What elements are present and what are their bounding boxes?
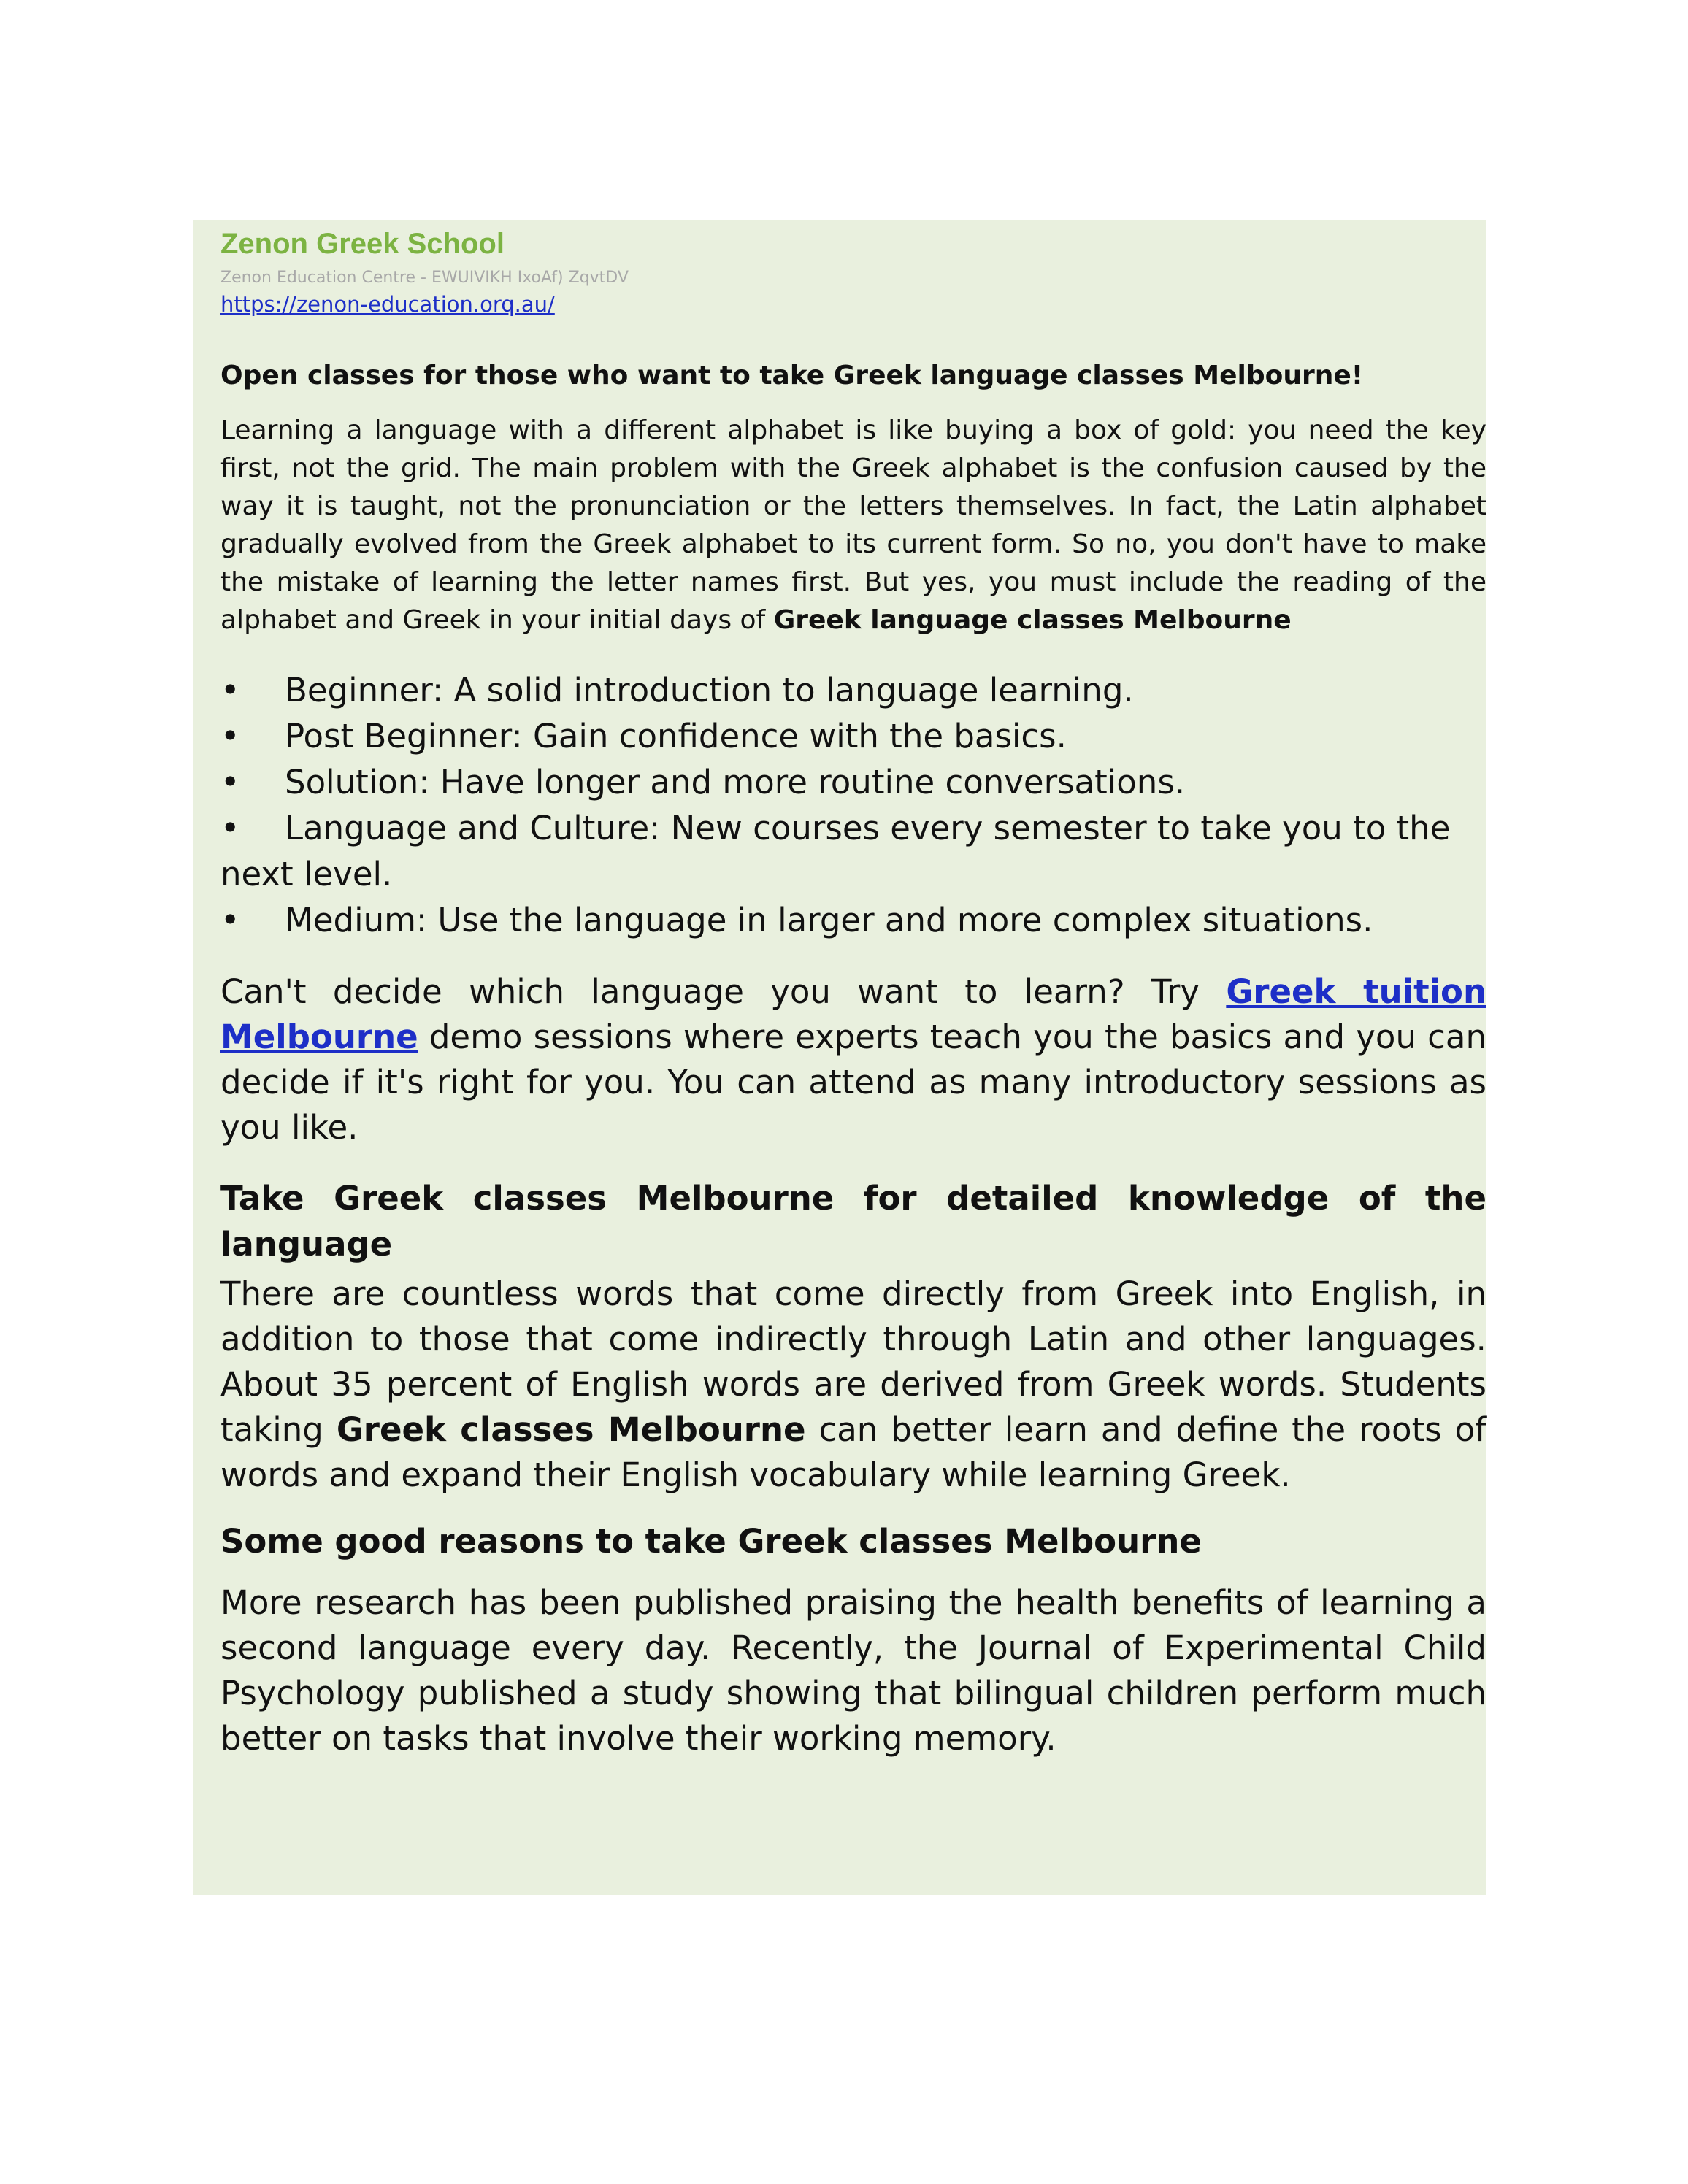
list-item: [220, 897, 1486, 943]
bullet-icon: •: [220, 809, 240, 847]
list-item-text: Beginner: A solid introduction to language learning.: [285, 671, 1134, 710]
greek-tuition-link[interactable]: Greek tuition Melbourne: [220, 972, 1486, 1056]
list-item-text: Language and Culture: New courses every semester to take you to the next level.: [220, 809, 1451, 893]
intro-paragraph: [220, 412, 1486, 639]
bullet-icon: •: [220, 671, 240, 710]
list-item: [220, 805, 1486, 897]
list-item: [220, 759, 1486, 805]
brand-subline: Zenon Education Centre - EWUIVIKH IxoAf) ZqvtDV: [220, 269, 629, 287]
reasons-paragraph: More research has been published praising the health benefits of learning a second language every day. Recently, the Journal of Experimental Child Psychology published a study showing that bilingual children perform much better on tasks that involve their working memory.: [220, 1583, 1486, 1758]
bullet-icon: •: [220, 717, 240, 755]
list-item-text: Solution: Have longer and more routine conversations.: [285, 763, 1186, 801]
knowledge-text-before: There are countless words that come directly from Greek into English, in addition to those that come indirectly through Latin and other languages. About 35 percent of English words are derived from Greek words. Students taking: [220, 1274, 1486, 1449]
knowledge-paragraph: [220, 1272, 1486, 1498]
bullet-icon: •: [220, 763, 240, 801]
lead-heading: Open classes for those who want to take Greek language classes Melbourne!: [220, 361, 1364, 391]
list-item: [220, 713, 1486, 759]
tuition-paragraph: [220, 969, 1486, 1150]
list-item-text: Post Beginner: Gain confidence with the basics.: [285, 717, 1067, 755]
list-item: [220, 667, 1486, 713]
document-content: [220, 220, 1486, 1761]
brand-title: Zenon Greek School: [220, 228, 505, 260]
course-levels-list: [220, 667, 1486, 943]
tuition-text-before: Can't decide which language you want to learn? Try: [220, 972, 1200, 1011]
website-link[interactable]: https://zenon-education.orq.au/: [220, 292, 555, 317]
knowledge-heading: Take Greek classes Melbourne for detailed knowledge of the language: [220, 1179, 1486, 1264]
knowledge-text-after: can better learn and define the roots of words and expand their English vocabulary while learning Greek.: [220, 1410, 1486, 1494]
knowledge-bold-phrase: Greek classes Melbourne: [336, 1410, 806, 1449]
tuition-text-after: demo sessions where experts teach you the basics and you can decide if it's right for you. You can attend as many introductory sessions as you like.: [220, 1018, 1486, 1147]
list-item-text: Medium: Use the language in larger and more complex situations.: [285, 901, 1373, 939]
reasons-heading: Some good reasons to take Greek classes Melbourne: [220, 1522, 1202, 1561]
intro-bold-phrase: Greek language classes Melbourne: [773, 605, 1292, 635]
bullet-icon: •: [220, 901, 240, 939]
intro-text: Learning a language with a different alphabet is like buying a box of gold: you need the key first, not the grid. The main problem with the Greek alphabet is the confusion caused by the way it is taught, not the pronunciation or the letters themselves. In fact, the Latin alphabet gradually evolved from the Greek alphabet to its current form. So no, you don't have to make the mistake of learning the letter names first. But yes, you must include the reading of the alphabet and Greek in your initial days of: [220, 415, 1486, 635]
